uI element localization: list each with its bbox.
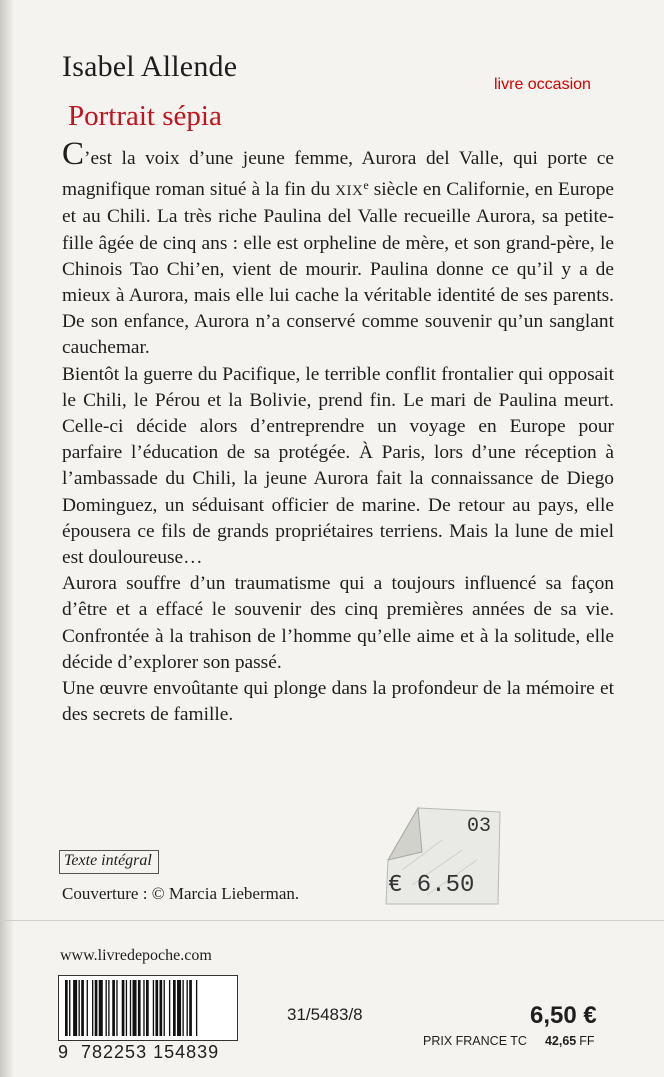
century-superscript: e: [363, 178, 369, 193]
drop-cap: C: [62, 136, 85, 172]
catalog-code: 31/5483/8: [287, 1005, 363, 1024]
blurb-paragraph-4: Une œuvre envoûtante qui plonge dans la profondeur de la mémoire et des secrets de famille.: [62, 678, 614, 726]
website: www.livredepoche.com: [60, 947, 212, 964]
cover-credit: Couverture : © Marcia Lieberman.: [62, 884, 300, 903]
used-book-sticker: livre occasion: [494, 76, 591, 93]
author-name: Isabel Allende: [62, 50, 238, 83]
price-tag-price: € 6.50: [388, 872, 475, 899]
spine-shadow: [0, 0, 14, 1077]
century-numeral: XIX: [335, 183, 364, 200]
prix-france: PRIX FRANCE TC 42,65 FF: [423, 1034, 595, 1048]
barcode-bars: [59, 976, 237, 1040]
book-title: Portrait sépia: [68, 100, 222, 132]
blurb-paragraph-2: Bientôt la guerre du Pacifique, le terrible conflit frontalier qui opposait le Chili, le Pérou et la Bolivie, prend fin. Le mari de Paulina meurt. Celle-ci décide alors d’entreprendre un voyage en Europe pour parfaire l’éducation de sa protégée. À Paris, lors d’une réception à l’ambassade du Chili, la jeune Aurora fait la connaissance de Diego Dominguez, un séduisant officier de marine. De retour au pays, elle épousera ce fils de grands propriétaires terriens. Mais la lune de miel est douloureuse…: [62, 363, 614, 569]
texte-integral-label: Texte intégral: [59, 850, 159, 874]
blurb-paragraph-1: C’est la voix d’une jeune femme, Aurora del Valle, qui porte ce magnifique roman situé à la fin du XIXe siècle en Californie, en Europe et au Chili. La très riche Paulina del Valle recueille Aurora, sa petite-fille âgée de cinq ans : elle est orpheline de mère, et son grand-père, le Chinois Tao Chi’en, vient de mourir. Paulina donne ce qu’il y a de mieux à Aurora, mais elle lui cache la véritable identité de ses parents. De son enfance, Aurora n’a conservé comme souvenir qu’un sanglant cauchemar.: [62, 136, 615, 359]
price-tag-number: 03: [467, 815, 492, 838]
price: 6,50 €: [530, 1002, 597, 1029]
isbn-number: 9 782253 154839: [58, 1042, 220, 1062]
blurb-paragraph-3: Aurora souffre d’un traumatisme qui a toujours influencé sa façon d’être et a effacé le souvenir des cinq premières années de sa vie. Confrontée à la trahison de l’homme qu’elle aime et à la solitude, elle décide d’explorer son passé.: [62, 573, 614, 673]
divider: [0, 920, 664, 921]
barcode: [58, 975, 238, 1041]
blurb: [62, 136, 615, 728]
